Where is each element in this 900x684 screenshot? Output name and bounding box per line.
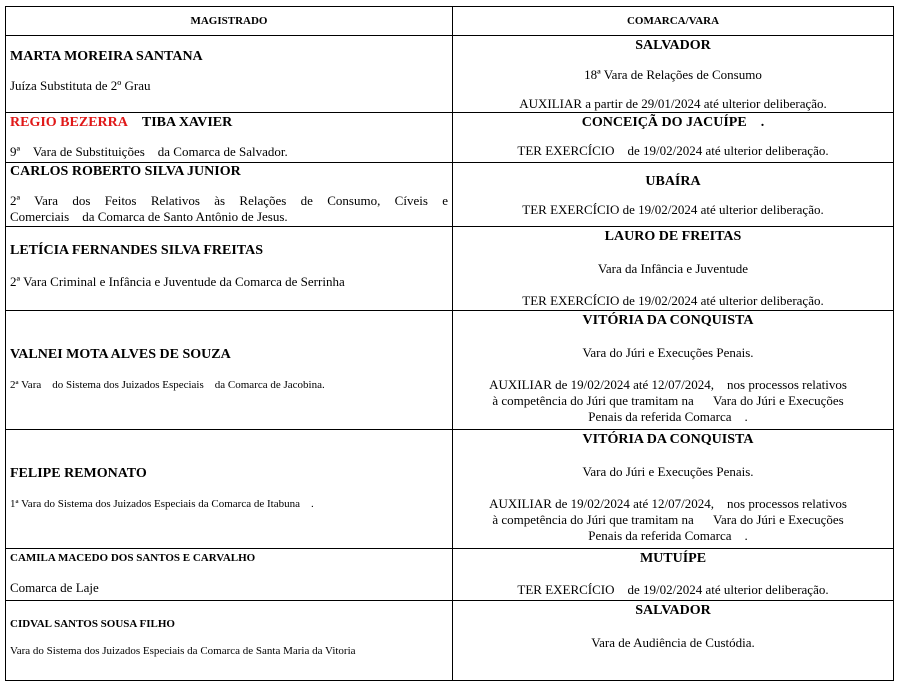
comarca-cell — [453, 311, 894, 430]
table-row — [6, 36, 894, 113]
vara-name: Vara da Infância e Juventude — [597, 261, 749, 276]
designation-status: TER EXERCÍCIO de 19/02/2024 até ulterior deliberação. — [522, 202, 824, 217]
designation-status: AUXILIAR a partir de 29/01/2024 até ulterior deliberação. — [519, 96, 827, 111]
magistrate-name: CIDVAL SANTOS SOUSA FILHO — [10, 618, 175, 630]
comarca-name: MUTUÍPE — [639, 551, 707, 566]
comarca-name: SALVADOR — [635, 603, 711, 618]
magistrate-name: CAMILA MACEDO DOS SANTOS E CARVALHO — [10, 552, 256, 564]
vara-name: Vara do Júri e Execuções Penais. — [582, 345, 754, 360]
comarca-cell — [453, 163, 894, 227]
header-magistrado: MAGISTRADO — [6, 7, 453, 36]
magistrate-role-line: 2ª Vara dos Feitos Relativos às Relações de Consumo, Cíveis e — [10, 193, 448, 208]
magistrate-cell — [6, 311, 453, 430]
magistrate-cell — [6, 163, 453, 227]
magistrate-cell — [6, 113, 453, 163]
comarca-name: VITÓRIA DA CONQUISTA — [582, 432, 754, 447]
designation-status-line: à competência do Júri que tramitam na Vara do Júri e Execuções — [492, 393, 844, 408]
magistrate-name: MARTA MOREIRA SANTANA — [10, 49, 203, 64]
table-row — [6, 549, 894, 601]
table-row — [6, 311, 894, 430]
magistrate-name: VALNEI MOTA ALVES DE SOUZA — [10, 347, 231, 362]
magistrate-role: Comarca de Laje — [10, 580, 99, 595]
magistrate-cell — [6, 549, 453, 601]
magistrate-role-line: Comerciais da Comarca de Santo Antônio de Jesus. — [10, 209, 288, 224]
comarca-cell — [453, 549, 894, 601]
table-row — [6, 163, 894, 227]
comarca-cell — [453, 601, 894, 681]
magistrate-cell — [6, 227, 453, 311]
table-row — [6, 430, 894, 549]
comarca-name: VITÓRIA DA CONQUISTA — [582, 313, 754, 328]
magistrate-role: 2ª Vara Criminal e Infância e Juventude da Comarca de Serrinha — [10, 274, 345, 289]
designation-status: TER EXERCÍCIO de 19/02/2024 até ulterior deliberação. — [517, 582, 829, 597]
magistrate-role: Vara do Sistema dos Juizados Especiais da Comarca de Santa Maria da Vitoria — [10, 645, 356, 657]
header-comarca-vara: COMARCA/VARA — [453, 7, 894, 36]
comarca-cell — [453, 36, 894, 113]
magistrate-role: Juíza Substituta de 2º Grau — [10, 78, 151, 93]
designation-status-line: AUXILIAR de 19/02/2024 até 12/07/2024, nos processos relativos — [489, 377, 847, 392]
comarca-cell — [453, 227, 894, 311]
comarca-name: LAURO DE FREITAS — [604, 229, 742, 244]
table-row — [6, 113, 894, 163]
designation-status-line: Penais da referida Comarca . — [588, 528, 748, 543]
magistrate-name-highlight: REGIO BEZERRA — [10, 115, 128, 130]
designation-status-line: à competência do Júri que tramitam na Vara do Júri e Execuções — [492, 512, 844, 527]
designation-status: TER EXERCÍCIO de 19/02/2024 até ulterior deliberação. — [522, 293, 824, 308]
magistrate-cell — [6, 601, 453, 681]
designation-status-line: Penais da referida Comarca . — [588, 409, 748, 424]
magistrate-role: 9ª Vara de Substituições da Comarca de Salvador. — [10, 144, 288, 159]
vara-name: Vara de Audiência de Custódia. — [591, 635, 755, 650]
magistrate-role: 2ª Vara do Sistema dos Juizados Especiais da Comarca de Jacobina. — [10, 379, 325, 391]
designation-status-line: AUXILIAR de 19/02/2024 até 12/07/2024, nos processos relativos — [489, 496, 847, 511]
designation-table — [5, 6, 894, 681]
designation-status: TER EXERCÍCIO de 19/02/2024 até ulterior deliberação. — [517, 143, 829, 158]
magistrate-role: 1ª Vara do Sistema dos Juizados Especiais da Comarca de Itabuna . — [10, 498, 314, 510]
table-header-row — [6, 7, 894, 36]
magistrate-name: LETÍCIA FERNANDES SILVA FREITAS — [10, 243, 263, 258]
vara-name: 18ª Vara de Relações de Consumo — [584, 67, 762, 82]
vara-name: Vara do Júri e Execuções Penais. — [582, 464, 754, 479]
magistrate-cell — [6, 36, 453, 113]
magistrate-name: FELIPE REMONATO — [10, 466, 147, 481]
comarca-name: CONCEIÇÃ DO JACUÍPE . — [581, 115, 765, 130]
magistrate-name: TIBA XAVIER — [141, 115, 233, 130]
comarca-cell — [453, 430, 894, 549]
comarca-name: UBAÍRA — [645, 174, 701, 189]
comarca-cell — [453, 113, 894, 163]
magistrate-cell — [6, 430, 453, 549]
table-row — [6, 601, 894, 681]
table-row — [6, 227, 894, 311]
comarca-name: SALVADOR — [635, 38, 711, 53]
magistrate-name: CARLOS ROBERTO SILVA JUNIOR — [10, 164, 241, 179]
